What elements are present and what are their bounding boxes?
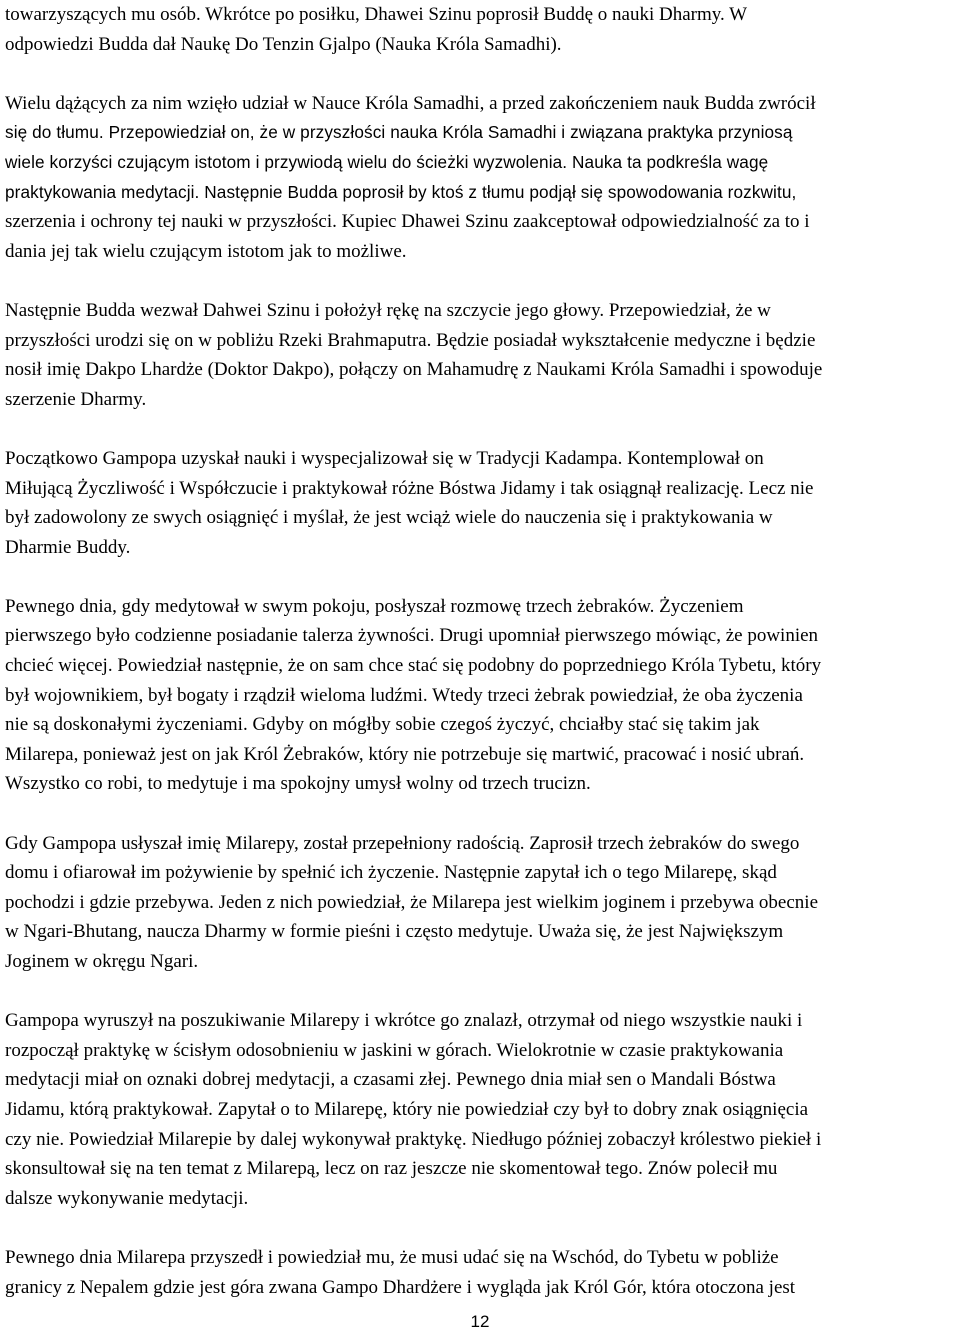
document-page (5, 0, 957, 1336)
paragraph-gap (5, 977, 957, 1007)
text-line: Pewnego dnia Milarepa przyszedł i powiedział mu, że musi udać się na Wschód, do Tybetu w pobliże (5, 1246, 779, 1268)
text-line: szerzenie Dharmy. (5, 388, 147, 410)
text-line: granicy z Nepalem gdzie jest góra zwana Gampo Dhardżere i wygląda jak Król Gór, która otoczona jest (5, 1276, 796, 1298)
text-line: Joginem w okręgu Ngari. (5, 951, 199, 972)
text-line: czy nie. Powiedział Milarepie by dalej wykonywał praktykę. Niedługo później zobaczył królestwo piekieł i (5, 1128, 822, 1150)
text-line: Pewnego dnia, gdy medytował w swym pokoju, posłyszał rozmowę trzech żebraków. Życzeniem (5, 595, 744, 617)
text-line: się do tłumu. Przepowiedział on, że w przyszłości nauka Króla Samadhi i związana praktyka przyniosą (5, 122, 793, 143)
text-line: medytacji miał on oznaki dobrej medytacji, a czasami złej. Pewnego dnia miał sen o Mandali Bóstwa (5, 1069, 776, 1091)
text-line: domu i ofiarował im pożywienie by spełnić ich życzenie. Następnie zapytał ich o tego Milarepę, skąd (5, 862, 777, 884)
paragraph-gap (5, 59, 957, 89)
text-line: nosił imię Dakpo Lhardże (Doktor Dakpo), połączy on Mahamudrę z Naukami Króla Samadhi i spowoduje (5, 359, 823, 381)
text-line: Dharmie Buddy. (5, 536, 131, 558)
text-line: Gampopa wyruszył na poszukiwanie Milarepy i wkrótce go znalazł, otrzymał od niego wszystkie nauki i (5, 1010, 803, 1032)
paragraph-gap (5, 266, 957, 296)
text-line: pochodzi i gdzie przebywa. Jeden z nich powiedział, że Milarepa jest wielkim joginem i przebywa obecnie (5, 891, 819, 913)
paragraph-1 (5, 0, 957, 59)
text-line: był wojownikiem, był bogaty i rządził wieloma ludźmi. Wtedy trzeci żebrak powiedział, że oba życzenia (5, 684, 803, 706)
text-line: praktykowania medytacji. Następnie Budda poprosił by ktoś z tłumu podjął się spowodowania rozkwitu, (5, 181, 797, 202)
text-line: towarzyszących mu osób. Wkrótce po posiłku, Dhawei Szinu poprosił Buddę o nauki Dharmy. W (5, 4, 748, 25)
paragraph-3 (5, 296, 957, 414)
text-line: w Ngari-Bhutang, naucza Dharmy w formie pieśni i często medytuje. Uważa się, że jest Największym (5, 921, 784, 943)
text-line: Gdy Gampopa usłyszał imię Milarepy, został przepełniony radością. Zaprosił trzech żebraków do swego (5, 832, 800, 854)
text-line: rozpoczął praktykę w ścisłym odosobnieniu w jaskini w górach. Wielokrotnie w czasie praktykowania (5, 1039, 784, 1061)
text-line: był zadowolony ze swych osiągnięć i myślał, że jest wciąż wiele do nauczenia się i praktykowania w (5, 507, 773, 529)
text-line: Wszystko co robi, to medytuje i ma spokojny umysł wolny od trzech trucizn. (5, 773, 591, 795)
paragraph-gap (5, 799, 957, 829)
paragraph-gap (5, 562, 957, 592)
text-line: dania jej tak wielu czującym istotom jak to możliwe. (5, 240, 407, 262)
text-line: Jidamu, którą praktykował. Zapytał o to Milarepę, który nie powiedział czy był to dobry znak osiągnięcia (5, 1098, 809, 1120)
paragraph-4 (5, 444, 957, 562)
text-line: chcieć więcej. Powiedział następnie, że on sam chce stać się podobny do poprzedniego Króla Tybetu, który (5, 655, 822, 677)
text-line: szerzenia i ochrony tej nauki w przyszłości. Kupiec Dhawei Szinu zaakceptował odpowiedzialność za to i (5, 211, 810, 233)
text-line: Wielu dążących za nim wzięło udział w Nauce Króla Samadhi, a przed zakończeniem nauk Budda zwrócił (5, 92, 816, 114)
text-line: przyszłości urodzi się on w pobliżu Rzeki Brahmaputra. Będzie posiadał wykształcenie medyczne i będzie (5, 329, 816, 351)
text-line: skonsultował się na ten temat z Milarepą, lecz on raz jeszcze nie skomentował tego. Znów polecił mu (5, 1158, 778, 1180)
paragraph-7 (5, 1006, 957, 1213)
paragraph-5 (5, 592, 957, 799)
text-line: Miłującą Życzliwość i Współczucie i praktykował różne Bóstwa Jidamy i tak osiągnął realizację. Lecz nie (5, 477, 814, 499)
paragraph-6 (5, 829, 957, 977)
text-line: Początkowo Gampopa uzyskał nauki i wyspecjalizował się w Tradycji Kadampa. Kontemplował on (5, 447, 764, 469)
paragraph-2 (5, 89, 957, 267)
text-line: nie są doskonałymi życzeniami. Gdyby on mógłby sobie czegoś życzyć, chciałby stać się takim jak (5, 714, 760, 736)
text-line: odpowiedzi Budda dał Naukę Do Tenzin Gjalpo (Nauka Króla Samadhi). (5, 33, 562, 55)
text-line: Następnie Budda wezwał Dahwei Szinu i położył rękę na szczycie jego głowy. Przepowiedział, że w (5, 299, 771, 321)
paragraph-8 (5, 1243, 957, 1302)
paragraph-gap (5, 1213, 957, 1243)
text-line: Milarepa, ponieważ jest on jak Król Żebraków, który nie potrzebuje się martwić, pracować i nosić ubrań. (5, 743, 805, 765)
text-line: wiele korzyści czującym istotom i przywiodą wielu do ścieżki wyzwolenia. Nauka ta podkreśla wagę (5, 151, 769, 172)
paragraph-gap (5, 414, 957, 444)
text-line: pierwszego było codzienne posiadanie talerza żywności. Drugi upomniał pierwszego mówiąc, że powinien (5, 625, 819, 647)
text-line: dalsze wykonywanie medytacji. (5, 1187, 249, 1209)
page-number: 12 (470, 1312, 490, 1331)
